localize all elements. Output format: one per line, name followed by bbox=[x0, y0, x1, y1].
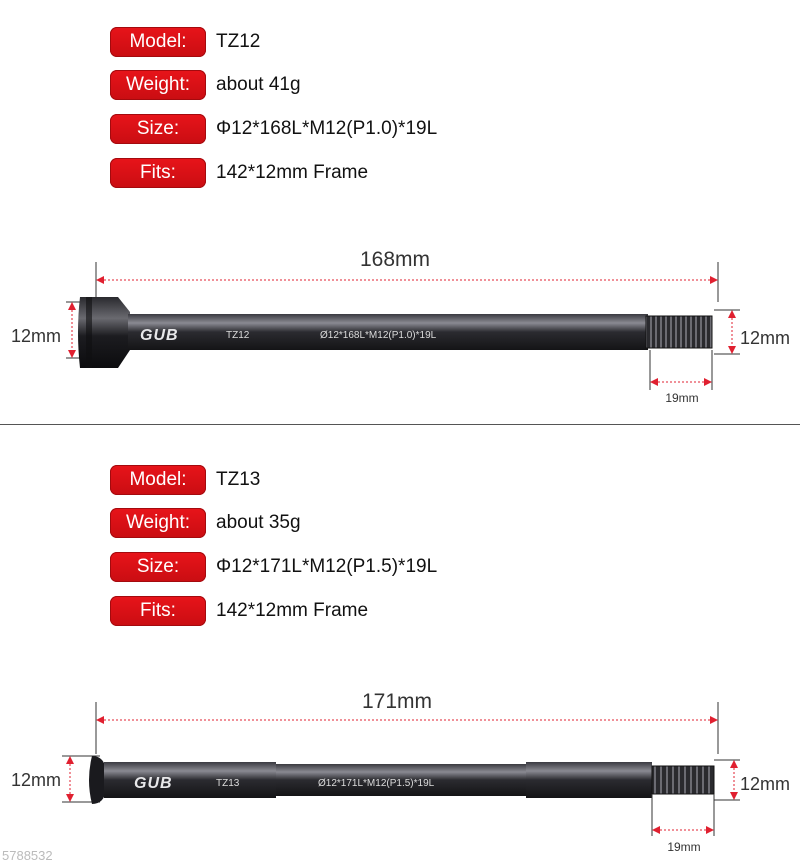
axle-head bbox=[78, 297, 130, 368]
axle-thread bbox=[646, 316, 712, 348]
spec-value: TZ13 bbox=[216, 469, 261, 490]
spec-row-weight bbox=[110, 69, 301, 101]
spec-label-pill: Size: bbox=[110, 114, 206, 144]
size-engraving: Ø12*168L*M12(P1.0)*19L bbox=[320, 330, 437, 341]
axle-diagram-tz12 bbox=[0, 230, 800, 420]
length-label: 171mm bbox=[361, 690, 433, 713]
thread-diameter-label: 12mm bbox=[739, 328, 791, 348]
model-engraving: TZ12 bbox=[226, 330, 250, 341]
thread-length-label: 19mm bbox=[665, 391, 699, 405]
model-engraving: TZ13 bbox=[216, 778, 240, 789]
spec-label-pill: Weight: bbox=[110, 70, 206, 100]
spec-row-fits bbox=[110, 595, 368, 627]
length-label: 168mm bbox=[359, 248, 431, 271]
product-section-tz13 bbox=[0, 426, 800, 865]
spec-label-pill: Model: bbox=[110, 465, 206, 495]
thread-length-label: 19mm bbox=[667, 840, 701, 854]
spec-label-pill: Weight: bbox=[110, 508, 206, 538]
axle-shaft-front bbox=[104, 762, 276, 798]
spec-value: Φ12*168L*M12(P1.0)*19L bbox=[216, 118, 438, 139]
spec-label-pill: Model: bbox=[110, 27, 206, 57]
spec-row-model bbox=[110, 26, 260, 58]
axle-head bbox=[89, 756, 106, 804]
spec-row-size bbox=[110, 551, 437, 583]
head-diameter-label: 12mm bbox=[10, 770, 62, 790]
spec-label-pill: Fits: bbox=[110, 596, 206, 626]
spec-label-pill: Fits: bbox=[110, 158, 206, 188]
spec-row-weight bbox=[110, 507, 301, 539]
brand-logo: GUB bbox=[140, 327, 179, 344]
spec-value: 142*12mm Frame bbox=[216, 162, 369, 183]
watermark: 5788532 bbox=[2, 848, 53, 863]
section-divider bbox=[0, 424, 800, 425]
spec-row-model bbox=[110, 464, 260, 496]
spec-row-fits bbox=[110, 157, 368, 189]
spec-value: 142*12mm Frame bbox=[216, 600, 369, 621]
head-diameter-label: 12mm bbox=[10, 326, 62, 346]
spec-row-size bbox=[110, 113, 437, 145]
spec-value: about 35g bbox=[216, 512, 301, 533]
brand-logo: GUB bbox=[134, 775, 173, 792]
spec-value: Φ12*171L*M12(P1.5)*19L bbox=[216, 556, 438, 577]
axle-thread bbox=[652, 766, 714, 794]
thread-diameter-label: 12mm bbox=[739, 774, 791, 794]
axle-diagram-tz13 bbox=[0, 674, 800, 864]
spec-value: about 41g bbox=[216, 74, 301, 95]
axle-shaft-rear bbox=[526, 762, 652, 798]
product-section-tz12 bbox=[0, 0, 800, 425]
size-engraving: Ø12*171L*M12(P1.5)*19L bbox=[318, 778, 435, 789]
spec-label-pill: Size: bbox=[110, 552, 206, 582]
spec-value: TZ12 bbox=[216, 31, 261, 52]
